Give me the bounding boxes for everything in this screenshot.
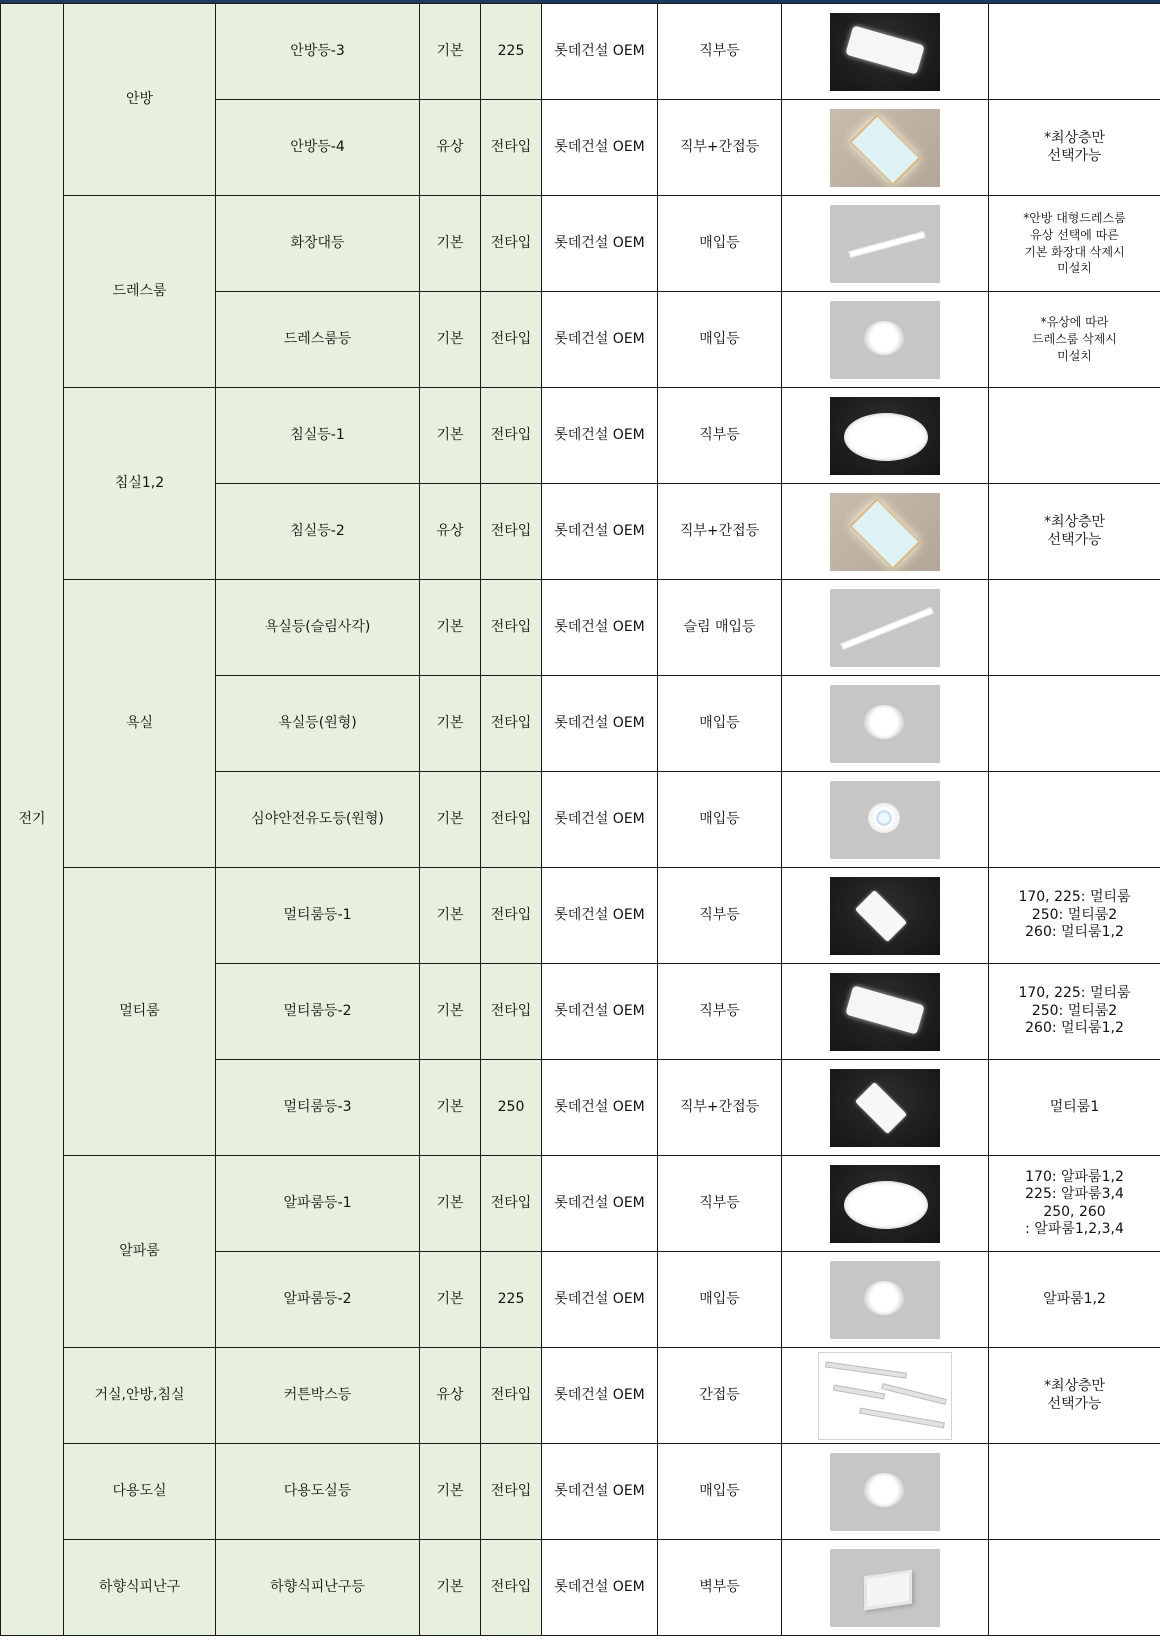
unit-type: 225 xyxy=(481,1252,542,1348)
remark: 알파룸1,2 xyxy=(989,1252,1160,1348)
product-image xyxy=(782,100,989,196)
product-image xyxy=(782,1348,989,1444)
item-name: 욕실등(슬림사각) xyxy=(216,580,420,676)
manufacturer: 롯데건설 OEM xyxy=(542,1156,658,1252)
unit-type: 전타입 xyxy=(481,1156,542,1252)
room-cell-living: 거실,안방,침실 xyxy=(64,1348,216,1444)
unit-type: 전타입 xyxy=(481,388,542,484)
manufacturer: 롯데건설 OEM xyxy=(542,484,658,580)
unit-type: 전타입 xyxy=(481,484,542,580)
indirect-square-light-icon xyxy=(830,493,940,571)
manufacturer: 롯데건설 OEM xyxy=(542,292,658,388)
manufacturer: 롯데건설 OEM xyxy=(542,868,658,964)
unit-type: 250 xyxy=(481,1060,542,1156)
product-image xyxy=(782,964,989,1060)
item-name: 안방등-4 xyxy=(216,100,420,196)
square-ceiling-light-icon xyxy=(830,1069,940,1147)
remark: *유상에 따라 드레스룸 삭제시 미설치 xyxy=(989,292,1160,388)
product-image xyxy=(782,772,989,868)
product-image xyxy=(782,196,989,292)
unit-type: 전타입 xyxy=(481,1348,542,1444)
option-type: 기본 xyxy=(420,676,481,772)
remark: *최상층만 선택가능 xyxy=(989,1348,1160,1444)
downlight-icon xyxy=(830,1261,940,1339)
option-type: 기본 xyxy=(420,772,481,868)
fixture-kind: 매입등 xyxy=(658,1444,782,1540)
fixture-kind: 직부등 xyxy=(658,868,782,964)
round-ceiling-light-icon xyxy=(830,397,940,475)
manufacturer: 롯데건설 OEM xyxy=(542,196,658,292)
option-type: 기본 xyxy=(420,1060,481,1156)
item-name: 알파룸등-1 xyxy=(216,1156,420,1252)
fixture-kind: 직부등 xyxy=(658,4,782,100)
option-type: 기본 xyxy=(420,964,481,1060)
option-type: 기본 xyxy=(420,4,481,100)
option-type: 기본 xyxy=(420,1252,481,1348)
fixture-kind: 직부+간접등 xyxy=(658,484,782,580)
fixture-kind: 벽부등 xyxy=(658,1540,782,1636)
lighting-spec-table xyxy=(0,3,1160,1636)
item-name: 안방등-3 xyxy=(216,4,420,100)
table-row xyxy=(1,1540,1160,1636)
fixture-kind: 간접등 xyxy=(658,1348,782,1444)
item-name: 알파룸등-2 xyxy=(216,1252,420,1348)
manufacturer: 롯데건설 OEM xyxy=(542,4,658,100)
table-row xyxy=(1,580,1160,676)
fixture-kind: 슬림 매입등 xyxy=(658,580,782,676)
product-image xyxy=(782,1540,989,1636)
manufacturer: 롯데건설 OEM xyxy=(542,580,658,676)
product-image xyxy=(782,1252,989,1348)
table-row xyxy=(1,388,1160,484)
unit-type: 225 xyxy=(481,4,542,100)
manufacturer: 롯데건설 OEM xyxy=(542,1060,658,1156)
option-type: 기본 xyxy=(420,1540,481,1636)
product-image xyxy=(782,484,989,580)
category-cell: 전기 xyxy=(1,4,64,1636)
remark: 멀티룸1 xyxy=(989,1060,1160,1156)
product-image xyxy=(782,580,989,676)
fixture-kind: 매입등 xyxy=(658,196,782,292)
fixture-kind: 직부등 xyxy=(658,964,782,1060)
option-type: 유상 xyxy=(420,100,481,196)
unit-type: 전타입 xyxy=(481,1444,542,1540)
room-cell-multipurpose: 다용도실 xyxy=(64,1444,216,1540)
table-row xyxy=(1,1444,1160,1540)
unit-type: 전타입 xyxy=(481,1540,542,1636)
item-name: 침실등-2 xyxy=(216,484,420,580)
unit-type: 전타입 xyxy=(481,676,542,772)
downlight-icon xyxy=(830,301,940,379)
product-image xyxy=(782,388,989,484)
remark xyxy=(989,1444,1160,1540)
product-image xyxy=(782,4,989,100)
night-guide-light-icon xyxy=(830,781,940,859)
table-row xyxy=(1,4,1160,100)
remark xyxy=(989,580,1160,676)
downlight-icon xyxy=(830,1453,940,1531)
manufacturer: 롯데건설 OEM xyxy=(542,772,658,868)
manufacturer: 롯데건설 OEM xyxy=(542,1252,658,1348)
room-cell-anbang: 안방 xyxy=(64,4,216,196)
remark: 170: 알파룸1,2 225: 알파룸3,4 250, 260 : 알파룸1,2,3,4 xyxy=(989,1156,1160,1252)
curtain-box-rail-light-icon xyxy=(818,1352,952,1440)
option-type: 기본 xyxy=(420,1444,481,1540)
unit-type: 전타입 xyxy=(481,772,542,868)
rect-ceiling-light-icon xyxy=(830,13,940,91)
option-type: 기본 xyxy=(420,196,481,292)
fixture-kind: 직부등 xyxy=(658,388,782,484)
remark: *최상층만 선택가능 xyxy=(989,100,1160,196)
option-type: 유상 xyxy=(420,1348,481,1444)
room-cell-multiroom: 멀티룸 xyxy=(64,868,216,1156)
remark: *안방 대형드레스룸 유상 선택에 따른 기본 화장대 삭제시 미설치 xyxy=(989,196,1160,292)
slim-linear-light-icon xyxy=(830,589,940,667)
product-image xyxy=(782,1444,989,1540)
option-type: 기본 xyxy=(420,388,481,484)
item-name: 드레스룸등 xyxy=(216,292,420,388)
item-name: 다용도실등 xyxy=(216,1444,420,1540)
remark: 170, 225: 멀티룸 250: 멀티룸2 260: 멀티룸1,2 xyxy=(989,964,1160,1060)
item-name: 하향식피난구등 xyxy=(216,1540,420,1636)
indirect-square-light-icon xyxy=(830,109,940,187)
manufacturer: 롯데건설 OEM xyxy=(542,100,658,196)
product-image xyxy=(782,676,989,772)
square-ceiling-light-icon xyxy=(830,877,940,955)
fixture-kind: 매입등 xyxy=(658,1252,782,1348)
option-type: 기본 xyxy=(420,292,481,388)
manufacturer: 롯데건설 OEM xyxy=(542,1444,658,1540)
rect-ceiling-light-icon xyxy=(830,973,940,1051)
fixture-kind: 매입등 xyxy=(658,772,782,868)
fixture-kind: 매입등 xyxy=(658,292,782,388)
option-type: 기본 xyxy=(420,580,481,676)
manufacturer: 롯데건설 OEM xyxy=(542,1540,658,1636)
manufacturer: 롯데건설 OEM xyxy=(542,388,658,484)
unit-type: 전타입 xyxy=(481,868,542,964)
product-image xyxy=(782,1060,989,1156)
table-row xyxy=(1,196,1160,292)
fixture-kind: 매입등 xyxy=(658,676,782,772)
wall-light-icon xyxy=(830,1549,940,1627)
fixture-kind: 직부등 xyxy=(658,1156,782,1252)
table-row xyxy=(1,868,1160,964)
unit-type: 전타입 xyxy=(481,964,542,1060)
unit-type: 전타입 xyxy=(481,100,542,196)
round-ceiling-light-icon xyxy=(830,1165,940,1243)
room-cell-refuge: 하향식피난구 xyxy=(64,1540,216,1636)
remark xyxy=(989,772,1160,868)
remark: *최상층만 선택가능 xyxy=(989,484,1160,580)
manufacturer: 롯데건설 OEM xyxy=(542,676,658,772)
option-type: 기본 xyxy=(420,868,481,964)
remark xyxy=(989,388,1160,484)
unit-type: 전타입 xyxy=(481,292,542,388)
linear-bar-light-icon xyxy=(830,205,940,283)
item-name: 멀티룸등-2 xyxy=(216,964,420,1060)
product-image xyxy=(782,1156,989,1252)
remark xyxy=(989,676,1160,772)
remark xyxy=(989,1540,1160,1636)
option-type: 기본 xyxy=(420,1156,481,1252)
room-cell-alpharoom: 알파룸 xyxy=(64,1156,216,1348)
product-image xyxy=(782,868,989,964)
product-image xyxy=(782,292,989,388)
room-cell-bathroom: 욕실 xyxy=(64,580,216,868)
table-row xyxy=(1,1156,1160,1252)
item-name: 커튼박스등 xyxy=(216,1348,420,1444)
remark xyxy=(989,4,1160,100)
fixture-kind: 직부+간접등 xyxy=(658,1060,782,1156)
item-name: 화장대등 xyxy=(216,196,420,292)
downlight-icon xyxy=(830,685,940,763)
item-name: 욕실등(원형) xyxy=(216,676,420,772)
item-name: 침실등-1 xyxy=(216,388,420,484)
table-row xyxy=(1,1348,1160,1444)
room-cell-bedroom: 침실1,2 xyxy=(64,388,216,580)
item-name: 멀티룸등-1 xyxy=(216,868,420,964)
fixture-kind: 직부+간접등 xyxy=(658,100,782,196)
unit-type: 전타입 xyxy=(481,196,542,292)
option-type: 유상 xyxy=(420,484,481,580)
manufacturer: 롯데건설 OEM xyxy=(542,1348,658,1444)
room-cell-dressroom: 드레스룸 xyxy=(64,196,216,388)
item-name: 멀티룸등-3 xyxy=(216,1060,420,1156)
remark: 170, 225: 멀티룸 250: 멀티룸2 260: 멀티룸1,2 xyxy=(989,868,1160,964)
manufacturer: 롯데건설 OEM xyxy=(542,964,658,1060)
item-name: 심야안전유도등(원형) xyxy=(216,772,420,868)
unit-type: 전타입 xyxy=(481,580,542,676)
